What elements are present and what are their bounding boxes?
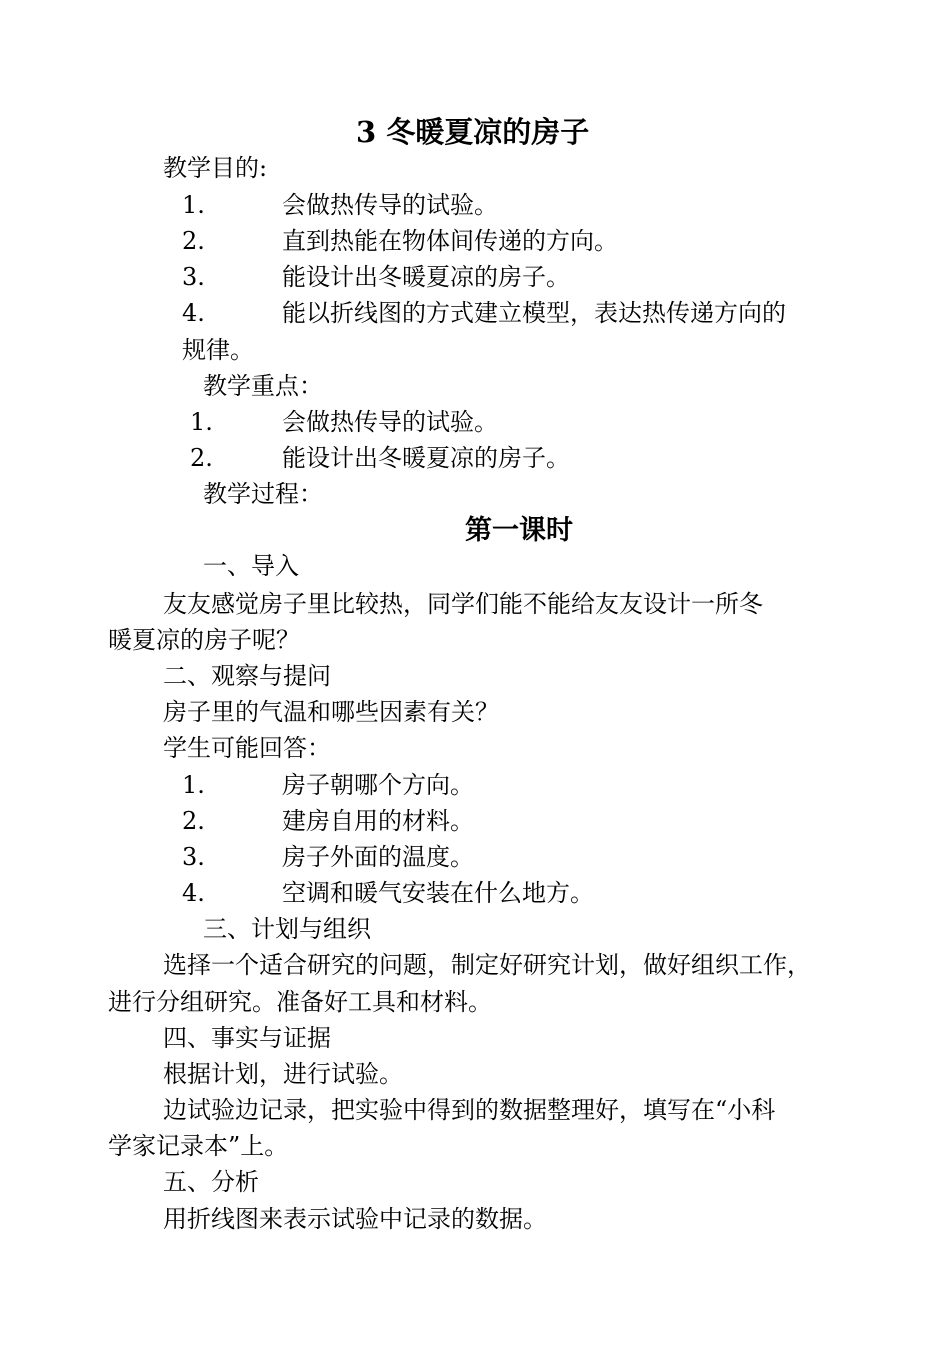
paragraph-line: 进行分组研究。准备好工具和材料。 <box>108 988 492 1016</box>
keypoints-heading: 教学重点： <box>203 372 323 400</box>
section-heading: 一、导入 <box>203 552 299 580</box>
answer-text: 空调和暖气安装在什么地方。 <box>282 879 594 907</box>
answer-number: 2. <box>182 807 205 835</box>
paragraph-line: 暖夏凉的房子呢？ <box>108 626 300 654</box>
answer-text: 建房自用的材料。 <box>282 807 474 835</box>
objective-text-continuation: 规律。 <box>182 336 254 364</box>
section-heading: 四、事实与证据 <box>163 1024 331 1052</box>
answer-text: 房子朝哪个方向。 <box>282 771 474 799</box>
section-heading: 二、观察与提问 <box>163 662 331 690</box>
paragraph-line: 根据计划，进行试验。 <box>163 1060 403 1088</box>
process-heading: 教学过程： <box>203 480 323 508</box>
objective-text: 能以折线图的方式建立模型，表达热传递方向的 <box>282 299 786 327</box>
paragraph-line: 友友感觉房子里比较热，同学们能不能给友友设计一所冬 <box>163 590 763 618</box>
objective-text: 直到热能在物体间传递的方向。 <box>282 227 618 255</box>
objective-number: 1. <box>182 191 205 219</box>
paragraph-line: 选择一个适合研究的问题，制定好研究计划，做好组织工作， <box>163 951 811 979</box>
keypoint-text: 会做热传导的试验。 <box>282 408 498 436</box>
objective-text: 能设计出冬暖夏凉的房子。 <box>282 263 570 291</box>
objective-number: 4. <box>182 299 205 327</box>
section-heading: 三、计划与组织 <box>203 915 371 943</box>
answer-number: 4. <box>182 879 205 907</box>
answer-number: 3. <box>182 843 205 871</box>
answer-number: 1. <box>182 771 205 799</box>
section-heading: 五、分析 <box>163 1168 259 1196</box>
paragraph-line: 学家记录本”上。 <box>108 1132 289 1160</box>
objective-text: 会做热传导的试验。 <box>282 191 498 219</box>
paragraph-line: 用折线图来表示试验中记录的数据。 <box>163 1205 547 1233</box>
objective-number: 3. <box>182 263 205 291</box>
keypoint-number: 1. <box>190 408 213 436</box>
keypoint-number: 2. <box>190 444 213 472</box>
answers-heading: 学生可能回答： <box>163 734 331 762</box>
lesson-title: 第一课时 <box>465 515 573 546</box>
paragraph-line: 房子里的气温和哪些因素有关？ <box>163 698 499 726</box>
objectives-heading: 教学目的: <box>163 154 268 182</box>
page-title: 3 冬暖夏凉的房子 <box>356 115 590 149</box>
keypoint-text: 能设计出冬暖夏凉的房子。 <box>282 444 570 472</box>
answer-text: 房子外面的温度。 <box>282 843 474 871</box>
objective-number: 2. <box>182 227 205 255</box>
paragraph-line: 边试验边记录，把实验中得到的数据整理好，填写在“小科 <box>163 1096 776 1124</box>
